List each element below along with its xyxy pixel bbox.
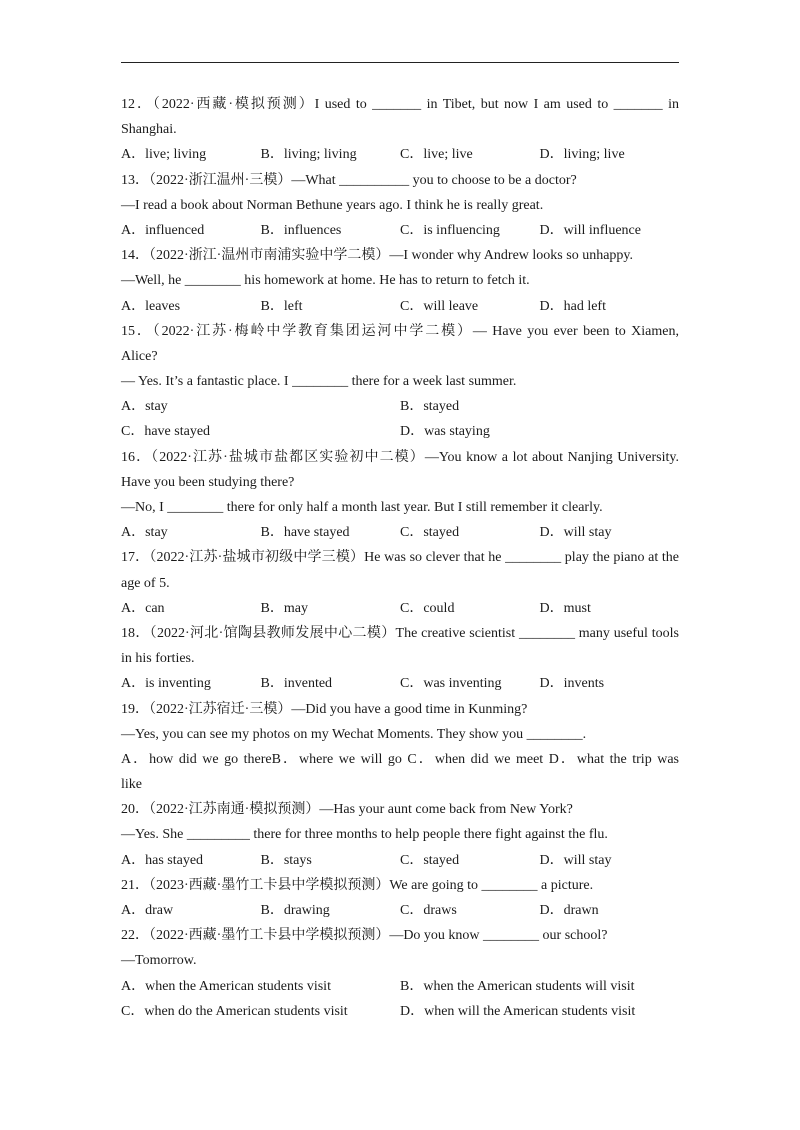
answer-option: A．has stayed bbox=[121, 852, 204, 868]
answer-options-row bbox=[121, 999, 679, 1024]
answer-option: C．is influencing bbox=[400, 222, 500, 238]
answer-options-row bbox=[121, 848, 679, 873]
answer-option: A．when the American students visit bbox=[121, 978, 331, 994]
answer-option: C．live; live bbox=[400, 147, 473, 163]
answer-options-row bbox=[121, 294, 679, 319]
answer-options-row bbox=[121, 596, 679, 621]
answer-option: D．will influence bbox=[539, 222, 641, 238]
answer-option: B．drawing bbox=[260, 903, 330, 918]
question-list bbox=[121, 92, 679, 1024]
answer-option: A．draw bbox=[121, 903, 174, 918]
question-text: —No, I ________ there for only half a month last year. But I still remember it clearly. bbox=[121, 500, 603, 515]
answer-option: C．will leave bbox=[400, 298, 479, 314]
answer-option: D．living; live bbox=[539, 147, 625, 163]
question-stem: 21．（2023·西藏·墨竹工卡县中学模拟预测）We are going to ________ a picture. bbox=[121, 877, 594, 893]
answer-option: D．must bbox=[539, 600, 591, 616]
question-stem: 19．（2022·江苏宿迁·三模）—Did you have a good time in Kunming? bbox=[121, 701, 528, 717]
answer-option: B．influences bbox=[260, 222, 342, 238]
answer-options-row bbox=[121, 218, 679, 243]
answer-option: A．stay bbox=[121, 525, 168, 541]
header-rule bbox=[121, 62, 679, 63]
answer-option: C．when do the American students visit bbox=[121, 1003, 348, 1019]
answer-options-row bbox=[121, 520, 679, 545]
question-stem: 12．（2022·西藏·模拟预测）I used to _______ in Tibet, but now I am used to _______ in bbox=[121, 97, 679, 112]
question-text: —Yes. She _________ there for three months to help people there fight against the flu. bbox=[121, 827, 608, 843]
answer-options-row bbox=[121, 394, 679, 419]
question-stem: 13．（2022·浙江温州·三模）—What __________ you to choose to be a doctor? bbox=[121, 172, 577, 188]
question-text: —Well, he ________ his homework at home. He has to return to fetch it. bbox=[121, 273, 530, 289]
answer-option: B．living; living bbox=[260, 147, 357, 163]
question-stem: 22．（2022·西藏·墨竹工卡县中学模拟预测）—Do you know ________ our school? bbox=[121, 928, 608, 944]
question-stem: 14．（2022·浙江·温州市南浦实验中学二模）—I wonder why Andrew looks so unhappy. bbox=[121, 248, 633, 264]
answer-options-row bbox=[121, 671, 679, 696]
question-text: —I read a book about Norman Bethune years ago. I think he is really great. bbox=[121, 197, 544, 213]
answer-option: D．drawn bbox=[539, 903, 599, 918]
answer-option: B．stayed bbox=[400, 399, 460, 415]
answer-option: C．could bbox=[400, 600, 455, 616]
question-text: age of 5. bbox=[121, 575, 170, 591]
answer-option: B．have stayed bbox=[260, 525, 350, 541]
answer-option: B．invented bbox=[260, 676, 333, 692]
answer-option: C．stayed bbox=[400, 852, 460, 868]
answer-option: B．may bbox=[260, 600, 308, 616]
question-text: Have you been studying there? bbox=[121, 474, 295, 490]
question-text: A．how did we go thereB．where we will go C．when did we meet D．what the trip was bbox=[121, 751, 679, 767]
answer-option: D．when will the American students visit bbox=[400, 1003, 636, 1019]
question-text: like bbox=[121, 777, 142, 793]
question-text: — Yes. It’s a fantastic place. I ________ there for a week last summer. bbox=[121, 374, 517, 390]
answer-option: A．stay bbox=[121, 399, 168, 415]
answer-options-row bbox=[121, 898, 679, 923]
answer-options-row bbox=[121, 974, 679, 999]
answer-option: A．is inventing bbox=[121, 676, 211, 692]
question-text: —Tomorrow. bbox=[121, 953, 197, 969]
answer-option: B．when the American students will visit bbox=[400, 978, 635, 994]
answer-option: B．stays bbox=[260, 852, 312, 868]
answer-option: D．will stay bbox=[539, 525, 612, 541]
answer-option: C．draws bbox=[400, 903, 457, 918]
question-stem: 17．（2022·江苏·盐城市初级中学三模）He was so clever that he ________ play the piano at the bbox=[121, 550, 679, 566]
answer-option: A．live; living bbox=[121, 147, 207, 163]
question-text: —Yes, you can see my photos on my Wechat Moments. They show you ________. bbox=[121, 726, 587, 742]
answer-option: D．will stay bbox=[539, 852, 612, 868]
question-text: in his forties. bbox=[121, 651, 195, 667]
answer-options-row bbox=[121, 142, 679, 167]
answer-option: D．had left bbox=[539, 298, 606, 314]
answer-option: C．was inventing bbox=[400, 676, 502, 692]
answer-option: D．invents bbox=[539, 676, 605, 692]
answer-option: D．was staying bbox=[400, 424, 490, 440]
question-stem: 18．（2022·河北·馆陶县教师发展中心二模）The creative scientist ________ many useful tools bbox=[121, 625, 679, 641]
question-stem: 16．（2022·江苏·盐城市盐都区实验初中二模）—You know a lot about Nanjing University. bbox=[121, 449, 679, 465]
question-stem: 15．（2022·江苏·梅岭中学教育集团运河中学二模）— Have you ever been to Xiamen, bbox=[121, 323, 679, 339]
answer-option: A．can bbox=[121, 600, 165, 616]
answer-option: C．stayed bbox=[400, 525, 460, 541]
answer-option: B．left bbox=[260, 298, 303, 314]
answer-option: C．have stayed bbox=[121, 424, 211, 440]
question-text: Alice? bbox=[121, 348, 158, 364]
answer-options-row bbox=[121, 419, 679, 444]
answer-option: A．influenced bbox=[121, 222, 205, 238]
answer-option: A．leaves bbox=[121, 298, 181, 314]
question-text: Shanghai. bbox=[121, 122, 177, 138]
question-stem: 20．（2022·江苏南通·模拟预测）—Has your aunt come back from New York? bbox=[121, 802, 573, 818]
